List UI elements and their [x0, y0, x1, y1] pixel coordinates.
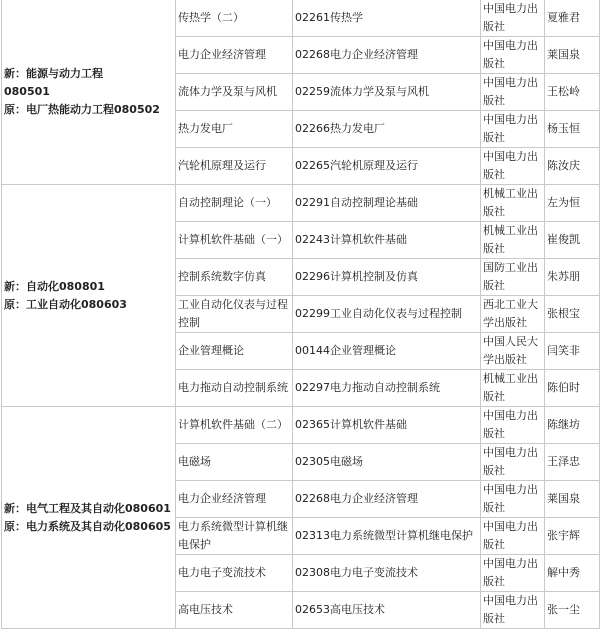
author: 张宇辉 [545, 518, 600, 555]
course-name: 电力企业经济管理 [176, 37, 293, 74]
exam-course: 02313电力系统微型计算机继电保护 [293, 518, 481, 555]
publisher: 中国电力出版社 [481, 74, 545, 111]
exam-course: 02653高电压技术 [293, 592, 481, 629]
course-name: 流体力学及泵与风机 [176, 74, 293, 111]
major-old-name: 原：工业自动化080603 [4, 297, 127, 311]
course-name: 工业自动化仪表与过程控制 [176, 296, 293, 333]
exam-course: 02296计算机控制及仿真 [293, 259, 481, 296]
publisher: 国防工业出版社 [481, 259, 545, 296]
publisher: 机械工业出版社 [481, 222, 545, 259]
course-name: 传热学（二） [176, 0, 293, 37]
table-row [2, 185, 600, 222]
author: 陈伯时 [545, 370, 600, 407]
course-name: 高电压技术 [176, 592, 293, 629]
publisher: 机械工业出版社 [481, 185, 545, 222]
course-name: 电力电子变流技术 [176, 555, 293, 592]
course-name: 汽轮机原理及运行 [176, 148, 293, 185]
publisher: 中国电力出版社 [481, 518, 545, 555]
course-name: 企业管理概论 [176, 333, 293, 370]
author: 闫笑非 [545, 333, 600, 370]
publisher: 中国电力出版社 [481, 444, 545, 481]
exam-course: 02259流体力学及泵与风机 [293, 74, 481, 111]
publisher: 西北工业大学出版社 [481, 296, 545, 333]
major-cell [2, 407, 176, 629]
author: 王松岭 [545, 74, 600, 111]
publisher: 中国电力出版社 [481, 111, 545, 148]
exam-course: 02305电磁场 [293, 444, 481, 481]
author: 崔俊凯 [545, 222, 600, 259]
major-new-name: 新：能源与动力工程 [4, 67, 103, 80]
major-new-name: 新：自动化080801 [4, 279, 105, 293]
exam-course: 02291自动控制理论基础 [293, 185, 481, 222]
exam-course: 02268电力企业经济管理 [293, 37, 481, 74]
course-name: 热力发电厂 [176, 111, 293, 148]
author: 莱国泉 [545, 481, 600, 518]
course-table [1, 0, 600, 629]
author: 朱苏朋 [545, 259, 600, 296]
major-cell [2, 185, 176, 407]
course-name: 计算机软件基础（一） [176, 222, 293, 259]
author: 解中秀 [545, 555, 600, 592]
author: 张一尘 [545, 592, 600, 629]
exam-course: 02265汽轮机原理及运行 [293, 148, 481, 185]
author: 王泽忠 [545, 444, 600, 481]
major-code: 080501 [4, 85, 50, 98]
course-name: 计算机软件基础（二） [176, 407, 293, 444]
exam-course: 02365计算机软件基础 [293, 407, 481, 444]
course-name: 电力拖动自动控制系统 [176, 370, 293, 407]
course-name: 电磁场 [176, 444, 293, 481]
author: 夏雅君 [545, 0, 600, 37]
exam-course: 00144企业管理概论 [293, 333, 481, 370]
table-body [2, 0, 600, 629]
publisher: 中国电力出版社 [481, 481, 545, 518]
publisher: 中国电力出版社 [481, 148, 545, 185]
exam-course: 02261传热学 [293, 0, 481, 37]
exam-course: 02268电力企业经济管理 [293, 481, 481, 518]
publisher: 中国电力出版社 [481, 37, 545, 74]
author: 陈继坊 [545, 407, 600, 444]
publisher: 中国电力出版社 [481, 592, 545, 629]
publisher: 机械工业出版社 [481, 370, 545, 407]
course-name: 控制系统数字仿真 [176, 259, 293, 296]
major-cell [2, 0, 176, 185]
major-old-name: 原：电厂热能动力工程080502 [4, 103, 160, 116]
publisher: 中国人民大学出版社 [481, 333, 545, 370]
author: 杨玉恒 [545, 111, 600, 148]
table-row [2, 0, 600, 37]
author: 陈汝庆 [545, 148, 600, 185]
publisher: 中国电力出版社 [481, 555, 545, 592]
publisher: 中国电力出版社 [481, 407, 545, 444]
author: 张根宝 [545, 296, 600, 333]
exam-course: 02266热力发电厂 [293, 111, 481, 148]
major-new-name: 新：电气工程及其自动化080601 [4, 501, 171, 515]
course-name: 电力系统微型计算机继电保护 [176, 518, 293, 555]
exam-course: 02308电力电子变流技术 [293, 555, 481, 592]
exam-course: 02299工业自动化仪表与过程控制 [293, 296, 481, 333]
table-row [2, 407, 600, 444]
major-old-name: 原：电力系统及其自动化080605 [4, 519, 171, 533]
publisher: 中国电力出版社 [481, 0, 545, 37]
exam-course: 02297电力拖动自动控制系统 [293, 370, 481, 407]
author: 左为恒 [545, 185, 600, 222]
course-name: 自动控制理论（一） [176, 185, 293, 222]
course-name: 电力企业经济管理 [176, 481, 293, 518]
author: 莱国泉 [545, 37, 600, 74]
exam-course: 02243计算机软件基础 [293, 222, 481, 259]
